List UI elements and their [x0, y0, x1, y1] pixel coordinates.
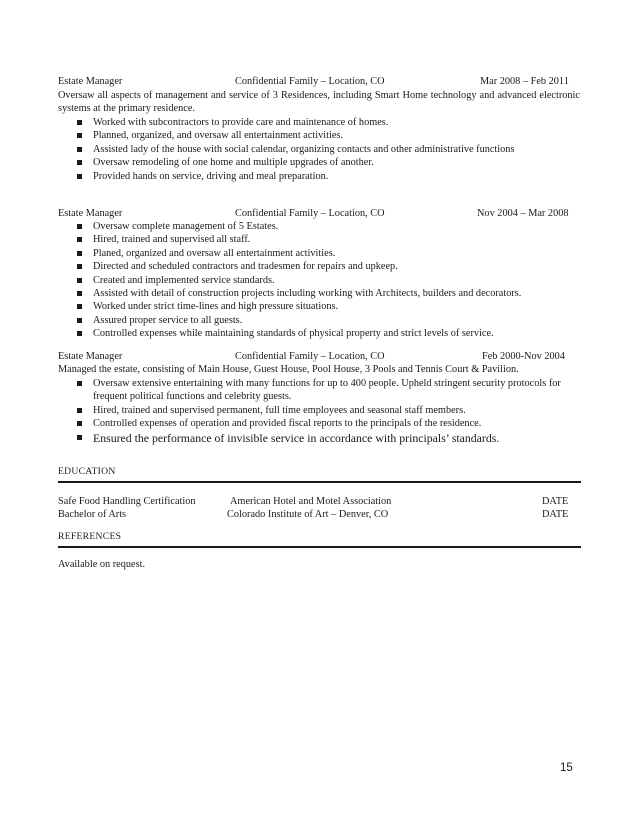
list-item: Planned, organized, and oversaw all entertainment activities. [76, 129, 576, 142]
job-employer: Confidential Family – Location, CO [235, 76, 385, 87]
job-dates: Mar 2008 – Feb 2011 [480, 76, 569, 87]
list-item: Ensured the performance of invisible service in accordance with principals’ standards. [76, 431, 576, 445]
list-item: Assisted lady of the house with social calendar, organizing contacts and other administrative functions [76, 143, 576, 156]
list-item: Worked with subcontractors to provide care and maintenance of homes. [76, 116, 576, 129]
education-credential: Safe Food Handling Certification [58, 496, 196, 507]
job-title: Estate Manager [58, 208, 123, 219]
list-item: Assured proper service to all guests. [76, 314, 576, 327]
references-heading: REFERENCES [58, 531, 122, 542]
list-item: Oversaw extensive entertaining with many functions for up to 400 people. Upheld stringent security protocols for frequent political functions and celebrity guests. [76, 377, 576, 404]
job-dates: Feb 2000-Nov 2004 [482, 351, 565, 362]
page-number: 15 [560, 762, 573, 774]
list-item: Worked under strict time-lines and high pressure situations. [76, 300, 576, 313]
education-heading: EDUCATION [58, 466, 116, 477]
education-credential: Bachelor of Arts [58, 509, 127, 520]
education-institution: Colorado Institute of Art – Denver, CO [227, 509, 389, 520]
list-item: Oversaw remodeling of one home and multiple upgrades of another. [76, 156, 576, 169]
job-employer: Confidential Family – Location, CO [235, 208, 385, 219]
references-divider [58, 546, 581, 548]
references-text: Available on request. [58, 559, 146, 570]
list-item: Controlled expenses while maintaining standards of physical property and strict levels of service. [76, 327, 576, 340]
list-item: Planed, organized and oversaw all entertainment activities. [76, 247, 576, 260]
job-2-bullets [76, 220, 576, 341]
job-3-bullets [76, 377, 576, 445]
education-date: DATE [542, 509, 569, 520]
job-title: Estate Manager [58, 76, 123, 87]
education-institution: American Hotel and Motel Association [230, 496, 392, 507]
job-1-summary: Oversaw all aspects of management and service of 3 Residences, including Smart Home technology and advanced electronic systems at the primary residence. [58, 90, 580, 114]
job-3-summary: Managed the estate, consisting of Main House, Guest House, Pool House, 3 Pools and Tennis Court & Pavilion. [58, 364, 519, 375]
list-item: Controlled expenses of operation and provided fiscal reports to the principals of the residence. [76, 417, 576, 430]
job-1-bullets [76, 116, 576, 183]
list-item: Hired, trained and supervised all staff. [76, 233, 576, 246]
education-date: DATE [542, 496, 569, 507]
list-item: Created and implemented service standards. [76, 274, 576, 287]
list-item: Hired, trained and supervised permanent, full time employees and seasonal staff members. [76, 404, 576, 417]
list-item: Oversaw complete management of 5 Estates. [76, 220, 576, 233]
list-item: Assisted with detail of construction projects including working with Architects, builders and decorators. [76, 287, 576, 300]
job-title: Estate Manager [58, 351, 123, 362]
list-item: Directed and scheduled contractors and tradesmen for repairs and upkeep. [76, 260, 576, 273]
job-employer: Confidential Family – Location, CO [235, 351, 385, 362]
list-item: Provided hands on service, driving and meal preparation. [76, 170, 576, 183]
job-dates: Nov 2004 – Mar 2008 [477, 208, 569, 219]
education-divider [58, 481, 581, 483]
